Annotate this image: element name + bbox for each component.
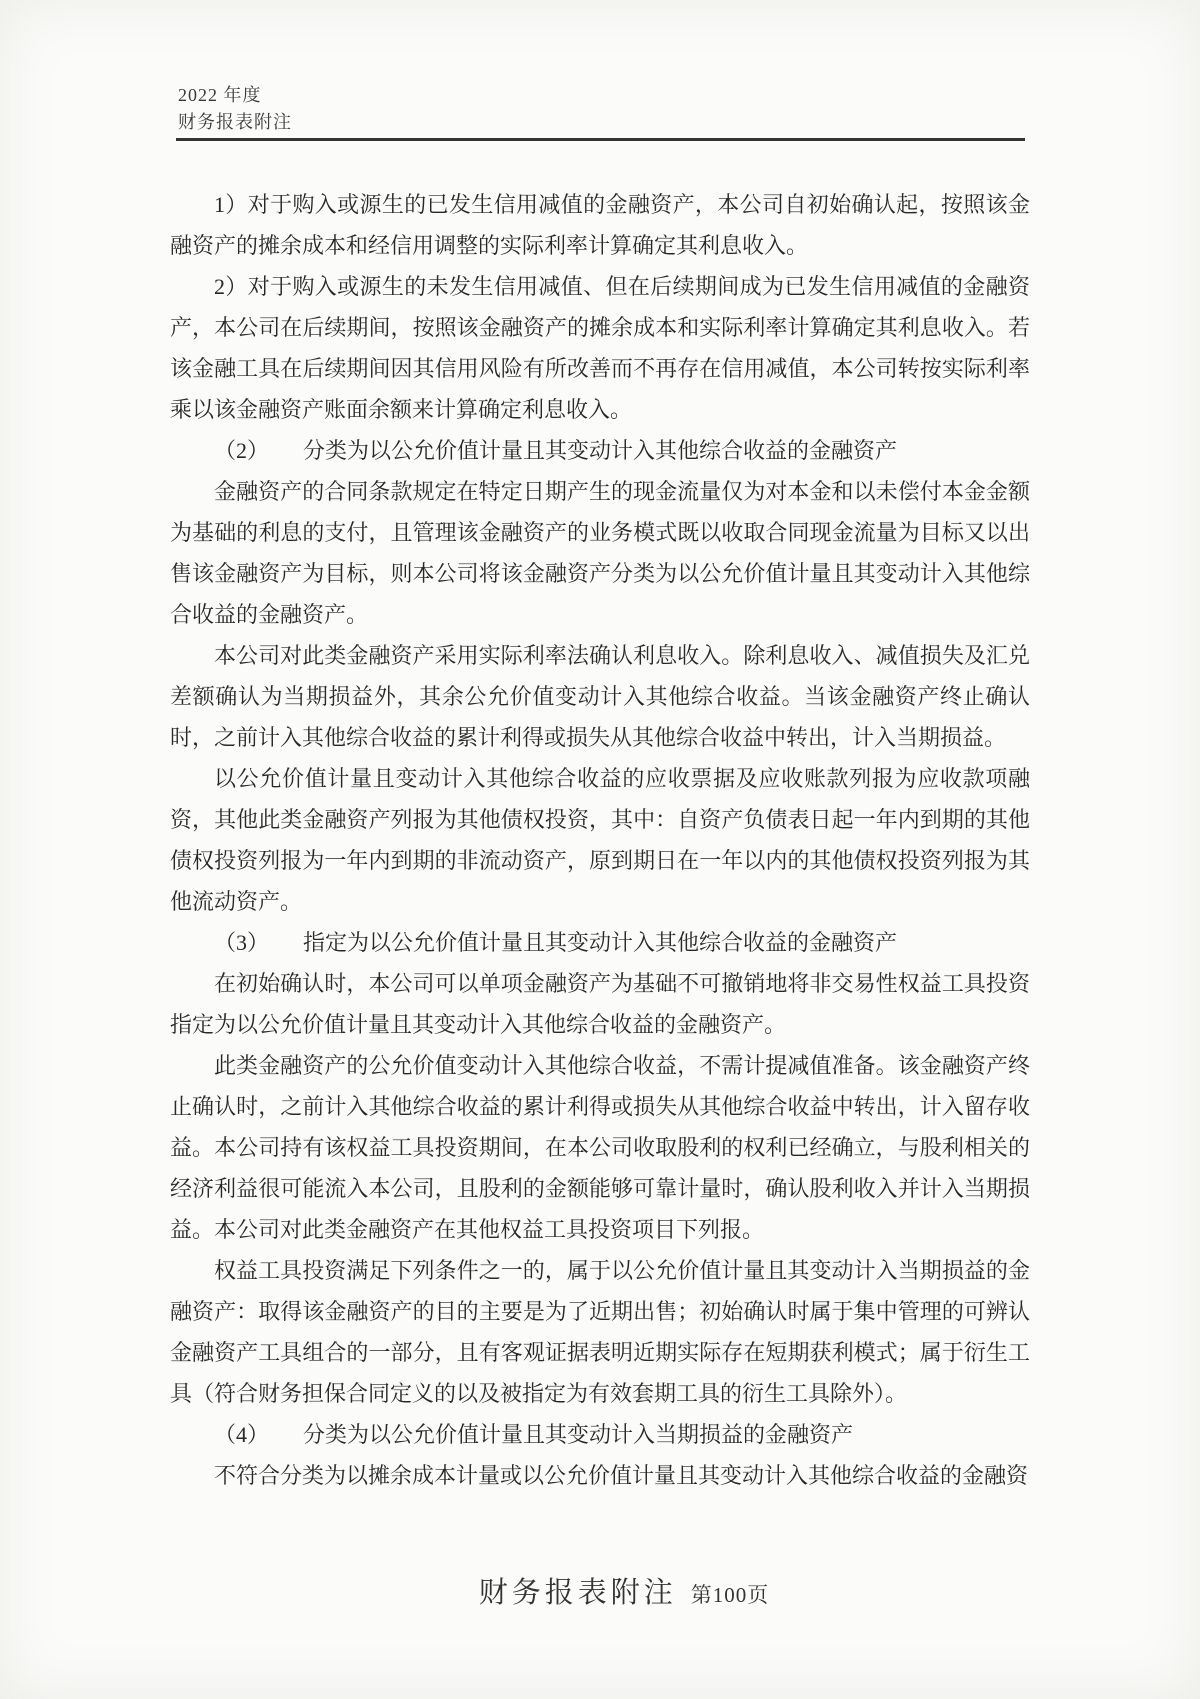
section-heading-title: 分类为以公允价值计量且其变动计入其他综合收益的金融资产 — [303, 438, 898, 463]
section-heading — [170, 430, 1030, 471]
page-header — [178, 82, 292, 136]
header-doc-title: 财务报表附注 — [178, 112, 292, 132]
body-paragraph: 本公司对此类金融资产采用实际利率法确认利息收入。除利息收入、减值损失及汇兑差额确认为当期损益外，其余公允价值变动计入其他综合收益。当该金融资产终止确认时，之前计入其他综合收益的累计利得或损失从其他综合收益中转出，计入当期损益。 — [170, 643, 1030, 750]
section-heading — [170, 922, 1030, 963]
page-footer — [24, 1570, 1200, 1611]
footer-doc-title: 财务报表附注 — [478, 1577, 677, 1609]
body-paragraph: 以公允价值计量且变动计入其他综合收益的应收票据及应收账款列报为应收款项融资，其他此类金融资产列报为其他债权投资，其中：自资产负债表日起一年内到期的其他债权投资列报为一年内到期的非流动资产，原到期日在一年以内的其他债权投资列报为其他流动资产。 — [170, 766, 1030, 914]
section-heading-title: 分类为以公允价值计量且其变动计入当期损益的金融资产 — [303, 1422, 854, 1447]
body-paragraph: 权益工具投资满足下列条件之一的，属于以公允价值计量且其变动计入当期损益的金融资产：取得该金融资产的目的主要是为了近期出售；初始确认时属于集中管理的可辨认金融资产工具组合的一部分，且有客观证据表明近期实际存在短期获利模式；属于衍生工具（符合财务担保合同定义的以及被指定为有效套期工具的衍生工具除外）。 — [170, 1258, 1030, 1406]
section-heading-number: （3） — [214, 930, 270, 955]
body-paragraph: 金融资产的合同条款规定在特定日期产生的现金流量仅为对本金和以未偿付本金金额为基础的利息的支付，且管理该金融资产的业务模式既以收取合同现金流量为目标又以出售该金融资产为目标，则本公司将该金融资产分类为以公允价值计量且其变动计入其他综合收益的金融资产。 — [170, 479, 1030, 627]
section-heading — [170, 1414, 1030, 1455]
body-paragraph: 2）对于购入或源生的未发生信用减值、但在后续期间成为已发生信用减值的金融资产，本公司在后续期间，按照该金融资产的摊余成本和实际利率计算确定其利息收入。若该金融工具在后续期间因其信用风险有所改善而不再存在信用减值，本公司转按实际利率乘以该金融资产账面余额来计算确定利息收入。 — [170, 274, 1030, 422]
header-divider-rule — [176, 138, 1025, 141]
body-paragraph: 在初始确认时，本公司可以单项金融资产为基础不可撤销地将非交易性权益工具投资指定为以公允价值计量且其变动计入其他综合收益的金融资产。 — [170, 971, 1030, 1037]
footer-page-number: 第100页 — [690, 1583, 770, 1607]
body-paragraph: 不符合分类为以摊余成本计量或以公允价值计量且其变动计入其他综合收益的金融资 — [214, 1463, 1029, 1488]
document-body-text — [170, 184, 1030, 1496]
body-paragraph: 1）对于购入或源生的已发生信用减值的金融资产，本公司自初始确认起，按照该金融资产的摊余成本和经信用调整的实际利率计算确定其利息收入。 — [170, 192, 1030, 258]
body-paragraph: 此类金融资产的公允价值变动计入其他综合收益，不需计提减值准备。该金融资产终止确认时，之前计入其他综合收益的累计利得或损失从其他综合收益中转出，计入留存收益。本公司持有该权益工具投资期间，在本公司收取股利的权利已经确立，与股利相关的经济利益很可能流入本公司，且股利的金额能够可靠计量时，确认股利收入并计入当期损益。本公司对此类金融资产在其他权益工具投资项目下列报。 — [170, 1053, 1030, 1242]
header-year-line: 2022 年度 — [178, 85, 262, 105]
section-heading-number: （2） — [214, 438, 270, 463]
section-heading-number: （4） — [214, 1422, 270, 1447]
section-heading-title: 指定为以公允价值计量且其变动计入其他综合收益的金融资产 — [303, 930, 898, 955]
